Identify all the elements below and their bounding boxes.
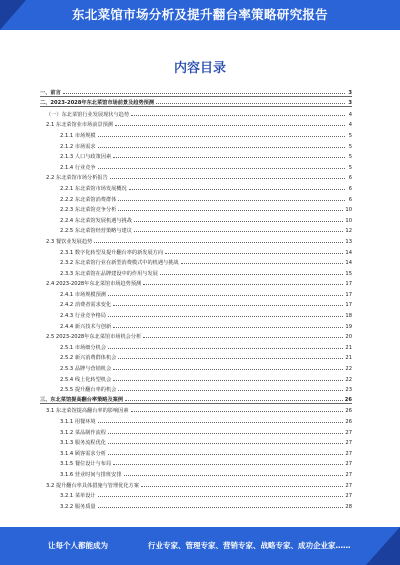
toc-leader-dots bbox=[156, 103, 345, 104]
toc-entry-label: 2.5 2023-2028年东北菜馆市场机会分析 bbox=[46, 334, 142, 341]
toc-entry-page: 26 bbox=[344, 396, 352, 403]
toc-entry-page: 27 bbox=[345, 450, 352, 457]
toc-entry[interactable] bbox=[40, 171, 352, 182]
toc-entry-page: 3 bbox=[348, 100, 352, 107]
toc-leader-dots bbox=[118, 390, 343, 391]
toc-leader-dots bbox=[108, 316, 343, 317]
toc-heading: 内容目录 bbox=[173, 61, 226, 76]
toc-entry-label: 2.5.2 新兴消费群体机会 bbox=[60, 355, 117, 362]
toc-leader-dots bbox=[118, 210, 343, 211]
toc-entry-label: 3.1.5 餐位设计与布局 bbox=[60, 461, 112, 468]
toc-entry[interactable] bbox=[40, 245, 352, 256]
toc-leader-dots bbox=[143, 337, 343, 338]
toc-entry-page: 13 bbox=[345, 238, 352, 245]
toc-entry-page: 3 bbox=[348, 89, 352, 96]
toc-entry[interactable] bbox=[40, 425, 352, 436]
toc-entry-label: 2.3.2 东北菜馆行业在新型消费模式中的机遇与挑战 bbox=[60, 260, 179, 267]
toc-entry-label: 2.2.2 东北菜馆消费群体 bbox=[60, 196, 117, 203]
toc-leader-dots bbox=[118, 358, 343, 359]
toc-entry[interactable] bbox=[40, 139, 352, 150]
footer-bar bbox=[0, 527, 400, 565]
toc-entry-page: 27 bbox=[345, 429, 352, 436]
toc-entry[interactable] bbox=[40, 256, 352, 267]
toc-entry[interactable] bbox=[40, 118, 352, 129]
toc-entry[interactable] bbox=[40, 97, 352, 108]
toc-entry-page: 10 bbox=[345, 217, 352, 224]
toc-entry-page: 5 bbox=[348, 132, 352, 139]
toc-entry[interactable] bbox=[40, 224, 352, 235]
toc-leader-dots bbox=[160, 274, 344, 275]
toc-entry-page: 10 bbox=[345, 207, 352, 214]
toc-entry[interactable] bbox=[40, 298, 352, 309]
toc-entry[interactable] bbox=[40, 86, 352, 97]
toc-entry[interactable] bbox=[40, 192, 352, 203]
toc-entry[interactable] bbox=[40, 107, 352, 118]
toc-leader-dots bbox=[141, 486, 343, 487]
toc-leader-dots bbox=[134, 231, 343, 232]
toc-entry-page: 17 bbox=[345, 302, 352, 309]
toc-entry-page: 26 bbox=[345, 419, 352, 425]
toc-leader-dots bbox=[108, 443, 343, 444]
toc-entry-page: 22 bbox=[345, 366, 352, 373]
toc-entry-page: 6 bbox=[348, 196, 352, 203]
toc-entry-label: 2.2.5 东北菜馆经营策略与建议 bbox=[60, 228, 132, 235]
toc-entry[interactable] bbox=[40, 467, 352, 478]
toc-leader-dots bbox=[63, 93, 345, 94]
toc-entry-page: 21 bbox=[345, 344, 352, 351]
header-bar bbox=[0, 0, 400, 30]
toc-entry-page: 23 bbox=[345, 387, 352, 394]
toc-entry-label: 2.2.1 东北菜馆市场发展概况 bbox=[60, 185, 127, 192]
toc-entry-label: 2.1.2 市场需求 bbox=[60, 143, 96, 150]
toc-entry[interactable] bbox=[40, 383, 352, 394]
toc-leader-dots bbox=[108, 433, 343, 434]
toc-entry[interactable] bbox=[40, 478, 352, 489]
toc-entry-page: 6 bbox=[348, 175, 352, 182]
toc-entry-page: 17 bbox=[345, 291, 352, 298]
toc-entry-label: 2.4.1 市场规模预测 bbox=[60, 291, 106, 298]
toc-entry-label: 3.1.1 用餐环境 bbox=[60, 419, 96, 425]
toc-leader-dots bbox=[98, 136, 345, 137]
toc-entry-page: 14 bbox=[345, 260, 352, 267]
toc-entry-label: 2.1.1 市场规模 bbox=[60, 132, 96, 139]
footer-slogan-left: 让每个人都能成为 bbox=[48, 541, 108, 550]
toc-leader-dots bbox=[118, 200, 345, 201]
toc-entry[interactable] bbox=[40, 372, 352, 383]
toc-leader-dots bbox=[113, 157, 345, 158]
toc-entry-label: 3.2 提升翻台率具体措施与管理优化方案 bbox=[46, 482, 139, 489]
toc-leader-dots bbox=[113, 327, 343, 328]
toc-entry[interactable] bbox=[40, 277, 352, 288]
toc-entry-label: 2.2.3 东北菜馆竞争分析 bbox=[60, 207, 117, 214]
toc-leader-dots bbox=[98, 147, 345, 148]
toc-leader-dots bbox=[113, 305, 343, 306]
toc-entry-page: 15 bbox=[345, 270, 352, 277]
toc-leader-dots bbox=[98, 168, 345, 169]
toc-entry-page: 26 bbox=[345, 408, 352, 415]
toc-entry-page: 12 bbox=[345, 228, 352, 235]
toc-entry[interactable] bbox=[40, 319, 352, 330]
toc-entry-page: 22 bbox=[345, 376, 352, 383]
toc-entry-label: 2.3.3 东北菜馆在品牌建设中的作用与发展 bbox=[60, 270, 158, 277]
toc-leader-dots bbox=[165, 253, 343, 254]
toc-entry-label: 2.1.4 行业竞争 bbox=[60, 164, 96, 171]
toc-leader-dots bbox=[113, 380, 343, 381]
toc-entry-page: 4 bbox=[348, 122, 352, 129]
toc-leader-dots bbox=[125, 400, 343, 401]
toc-entry[interactable] bbox=[40, 393, 352, 404]
toc-entry-label: 2.4.2 消费者需求变化 bbox=[60, 302, 112, 309]
toc-leader-dots bbox=[98, 507, 344, 508]
toc-entry-label: 2.5.3 品牌与营销机会 bbox=[60, 366, 112, 373]
toc-entry-page: 19 bbox=[345, 323, 352, 330]
toc-entry-page: 18 bbox=[345, 313, 352, 320]
toc-entry-label: 2.4.3 行业竞争格局 bbox=[60, 313, 106, 320]
toc-leader-dots bbox=[129, 189, 345, 190]
toc-entry-label: （一）东北菜馆行业发展现状与趋势 bbox=[46, 111, 130, 118]
toc-entry[interactable] bbox=[40, 436, 352, 447]
toc-entry-label: 2.4.4 新兴技术与创新 bbox=[60, 323, 112, 330]
toc-leader-dots bbox=[131, 411, 344, 412]
toc-entry-label: 3.1.6 营业时间与排班安排 bbox=[60, 471, 122, 478]
toc-entry-page: 5 bbox=[348, 164, 352, 171]
toc-entry[interactable] bbox=[40, 457, 352, 468]
toc-entry-label: 2.3 餐饮业发展趋势 bbox=[46, 238, 93, 245]
toc-entry-page: 14 bbox=[345, 249, 352, 256]
toc-entry-page: 4 bbox=[348, 111, 352, 118]
toc-entry[interactable] bbox=[40, 181, 352, 192]
toc-entry-label: 2.2 东北菜馆市场分析报告 bbox=[46, 175, 108, 182]
toc-entry-label: 三、东北菜馆提高翻台率策略及案例 bbox=[40, 396, 124, 403]
toc-entry-label: 2.5.1 市场细分机会 bbox=[60, 344, 106, 351]
toc-entry[interactable] bbox=[40, 308, 352, 319]
toc-leader-dots bbox=[143, 284, 343, 285]
toc-entry[interactable] bbox=[40, 128, 352, 139]
toc-entry[interactable] bbox=[40, 203, 352, 214]
toc-entry-page: 28 bbox=[345, 503, 352, 510]
toc-entry-page: 5 bbox=[348, 154, 352, 161]
toc-entry[interactable] bbox=[40, 150, 352, 161]
toc-entry[interactable] bbox=[40, 446, 352, 457]
toc-entry[interactable] bbox=[40, 213, 352, 224]
toc-entry[interactable] bbox=[40, 414, 352, 425]
toc-entry[interactable] bbox=[40, 489, 352, 500]
footer-accent-shape bbox=[366, 527, 400, 565]
toc-leader-dots bbox=[94, 242, 343, 243]
toc-entry[interactable] bbox=[40, 499, 352, 510]
toc-entry-page: 6 bbox=[348, 185, 352, 192]
toc-entry-label: 2.1.3 人口与政策因素 bbox=[60, 154, 112, 161]
document-title: 东北菜馆市场分析及提升翻台率策略研究报告 bbox=[71, 7, 328, 22]
toc-entry[interactable] bbox=[40, 266, 352, 277]
footer-slogan-right: 行业专家、管理专家、营销专家、战略专家、成功企业家…… bbox=[148, 541, 351, 550]
toc-entry[interactable] bbox=[40, 160, 352, 171]
toc-leader-dots bbox=[108, 454, 343, 455]
toc-leader-dots bbox=[98, 422, 344, 423]
toc-entry-label: 3.1.4 顾客需求分析 bbox=[60, 450, 106, 457]
toc-entry[interactable] bbox=[40, 351, 352, 362]
toc-entry-label: 3.1.2 菜品制作流程 bbox=[60, 429, 106, 436]
toc-entry-page: 17 bbox=[345, 281, 352, 288]
toc-leader-dots bbox=[131, 115, 345, 116]
toc-entry-label: 3.1 东北菜馆提高翻台率的影响因素 bbox=[46, 408, 129, 415]
toc-entry-page: 27 bbox=[345, 440, 352, 447]
toc-entry-label: 3.1.3 服务流程优化 bbox=[60, 440, 106, 447]
toc-entry-label: 2.1 东北菜馆业市场前景预测 bbox=[46, 122, 113, 129]
toc-entry[interactable] bbox=[40, 361, 352, 372]
toc-leader-dots bbox=[110, 178, 345, 179]
toc-entry[interactable] bbox=[40, 287, 352, 298]
toc-leader-dots bbox=[115, 125, 345, 126]
toc-entry[interactable] bbox=[40, 340, 352, 351]
toc-entry-label: 2.5.4 线上化转型机会 bbox=[60, 376, 112, 383]
toc-entry-page: 21 bbox=[345, 355, 352, 362]
table-of-contents bbox=[40, 86, 352, 510]
toc-entry-label: 二、2023-2028年东北菜馆市场前景及趋势预测 bbox=[40, 100, 155, 107]
toc-entry-page: 27 bbox=[345, 471, 352, 478]
toc-entry-label: 3.2.1 菜单设计 bbox=[60, 493, 96, 500]
toc-entry-page: 20 bbox=[345, 334, 352, 341]
toc-leader-dots bbox=[113, 369, 343, 370]
toc-leader-dots bbox=[124, 475, 344, 476]
toc-leader-dots bbox=[113, 464, 343, 465]
toc-entry-label: 3.2.2 服务质量 bbox=[60, 503, 96, 510]
toc-entry-label: 2.3.1 数字化转型及提升翻台率的新发展方向 bbox=[60, 249, 164, 256]
toc-entry-page: 27 bbox=[345, 482, 352, 489]
toc-entry[interactable] bbox=[40, 234, 352, 245]
toc-entry-page: 27 bbox=[345, 493, 352, 500]
toc-leader-dots bbox=[181, 263, 344, 264]
toc-entry-label: 一、前言 bbox=[40, 89, 61, 96]
toc-entry-label: 2.4 2023-2028年东北菜馆市场趋势预测 bbox=[46, 281, 142, 288]
toc-leader-dots bbox=[98, 496, 344, 497]
toc-entry-label: 2.5.5 提升翻台率的机会 bbox=[60, 387, 117, 394]
toc-entry[interactable] bbox=[40, 330, 352, 341]
toc-leader-dots bbox=[108, 295, 343, 296]
toc-entry-label: 2.2.4 东北菜馆发展机遇与挑战 bbox=[60, 217, 132, 224]
toc-entry-page: 5 bbox=[348, 143, 352, 150]
toc-entry[interactable] bbox=[40, 404, 352, 415]
toc-leader-dots bbox=[108, 348, 343, 349]
toc-entry-page: 27 bbox=[345, 461, 352, 468]
toc-leader-dots bbox=[134, 221, 343, 222]
